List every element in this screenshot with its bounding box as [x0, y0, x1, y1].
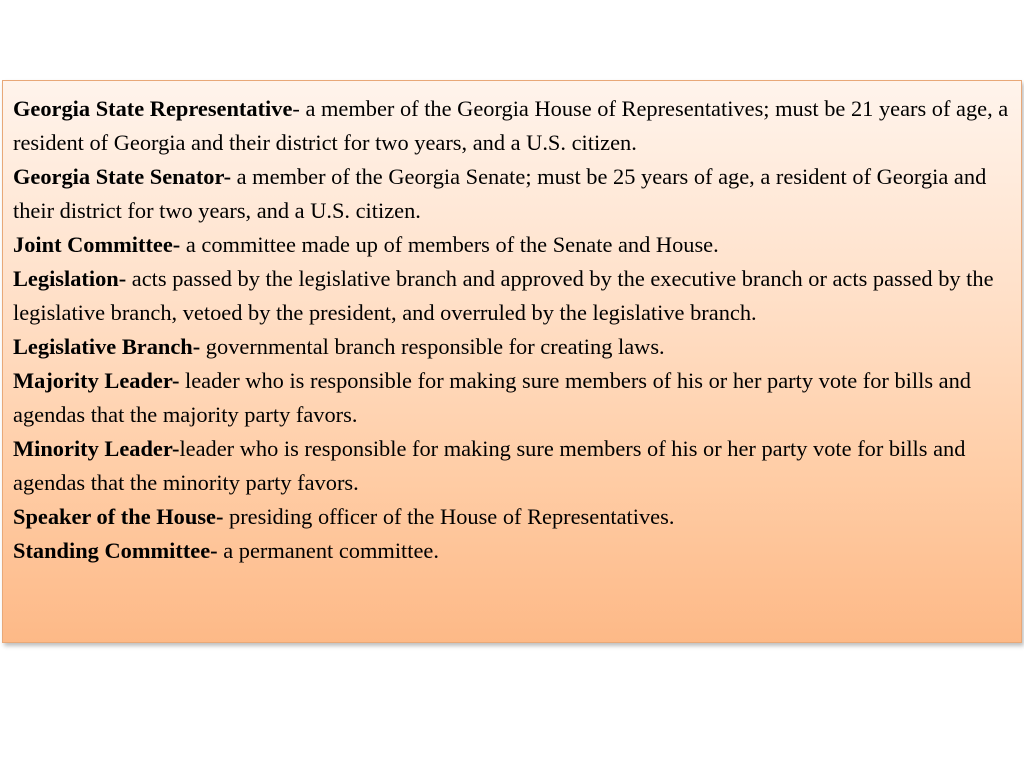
vocab-term: Joint Committee- — [13, 232, 181, 257]
vocab-term: Minority Leader- — [13, 436, 180, 461]
vocab-entry-legislation — [13, 262, 1013, 330]
vocab-term: Georgia State Representative — [13, 96, 293, 121]
vocab-entry-speaker-of-the-house — [13, 500, 1013, 534]
vocab-entry-minority-leader — [13, 432, 1013, 500]
vocab-definition: presiding officer of the House of Representatives. — [223, 504, 675, 529]
vocab-entry-georgia-state-representative — [13, 92, 1013, 160]
vocab-term: Georgia State Senator- — [13, 164, 232, 189]
vocab-term: Speaker of the House- — [13, 504, 224, 529]
vocab-entry-joint-committee — [13, 228, 1013, 262]
vocab-definition: a member of the Georgia Senate; must be 25 years of age, a resident of Georgia and their district for two years, and a U.S. citizen. — [13, 164, 987, 223]
vocab-entry-standing-committee — [13, 534, 1013, 568]
vocab-entry-georgia-state-senator — [13, 160, 1013, 228]
vocab-definition: a permanent committee. — [217, 538, 439, 563]
vocab-entry-legislative-branch — [13, 330, 1013, 364]
vocab-definition: a committee made up of members of the Senate and House. — [180, 232, 719, 257]
vocab-definition: leader who is responsible for making sure members of his or her party vote for bills and agendas that the minority party favors. — [13, 436, 966, 495]
vocab-definition: acts passed by the legislative branch and approved by the executive branch or acts passed by the legislative branch, vetoed by the president, and overruled by the legislative branch. — [13, 266, 994, 325]
vocabulary-text-box — [2, 80, 1022, 643]
vocab-term: Legislative Branch- — [13, 334, 201, 359]
vocab-definition: governmental branch responsible for creating laws. — [200, 334, 665, 359]
vocab-term: Legislation- — [13, 266, 127, 291]
vocab-definition: leader who is responsible for making sure members of his or her party vote for bills and agendas that the majority party favors. — [13, 368, 971, 427]
vocab-term: Majority Leader- — [13, 368, 180, 393]
vocab-entry-majority-leader — [13, 364, 1013, 432]
vocab-term: Standing Committee- — [13, 538, 218, 563]
vocab-definition: - a member of the Georgia House of Representatives; must be 21 years of age, a resident of Georgia and their district for two years, and a U.S. citizen. — [13, 96, 1009, 155]
